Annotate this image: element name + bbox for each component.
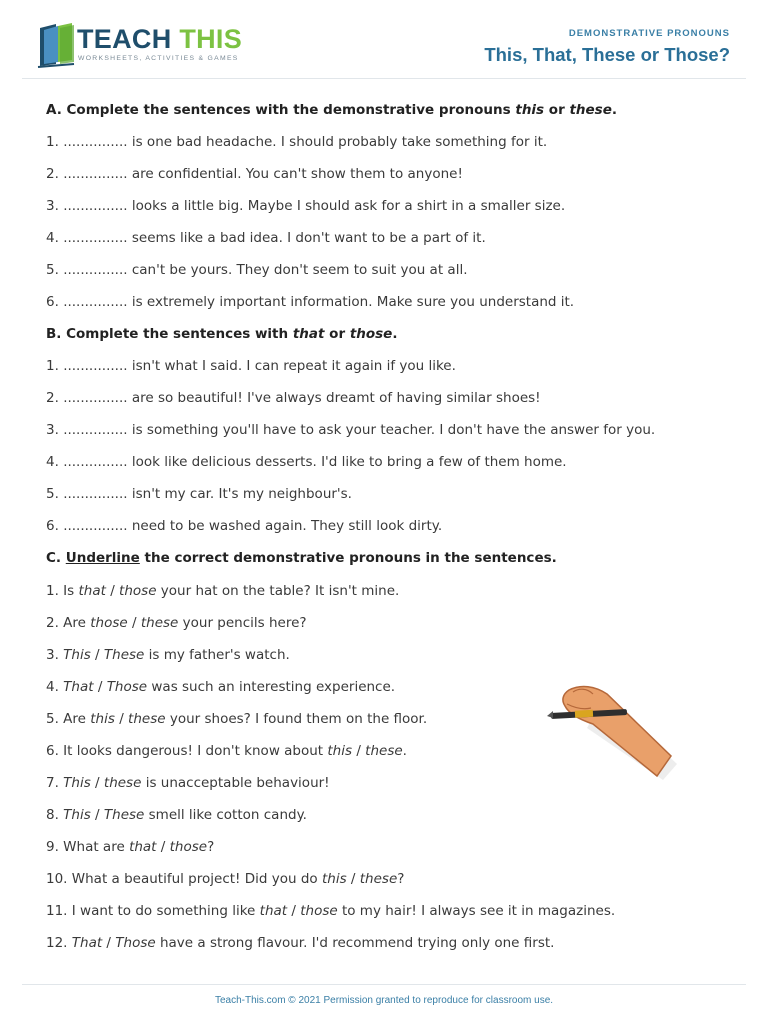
- item-text: look like delicious desserts. I'd like to bring a few of them home.: [127, 454, 567, 470]
- logo-wordmark: [77, 24, 242, 55]
- option-separator: /: [102, 935, 116, 951]
- answer-blank: ...............: [63, 390, 128, 406]
- item-text: need to be washed again. They still look dirty.: [127, 518, 443, 534]
- option-2: these: [140, 615, 179, 631]
- section-b-word-1: that: [292, 326, 325, 342]
- sentence-start: 10. What a beautiful project! Did you do: [46, 871, 322, 887]
- sentence-start: 12.: [46, 935, 72, 951]
- section-b-heading-prefix: B. Complete the sentences with: [46, 326, 293, 342]
- section-c-item-8: [46, 806, 307, 824]
- item-text: isn't my car. It's my neighbour's.: [127, 486, 352, 502]
- section-b-word-2: those: [349, 326, 393, 342]
- option-separator: /: [105, 583, 120, 599]
- item-number: 1.: [46, 134, 59, 150]
- logo-wordmark-primary: TEACH: [77, 24, 172, 54]
- section-c-item-11: [46, 902, 615, 920]
- logo-tagline: WORKSHEETS, ACTIVITIES & GAMES: [78, 55, 239, 62]
- item-number: 3.: [46, 198, 59, 214]
- section-a-item-1: [46, 133, 547, 151]
- item-number: 2.: [46, 390, 59, 406]
- answer-blank: ...............: [63, 230, 128, 246]
- copyright-footer: Teach-This.com © 2021 Permission granted to reproduce for classroom use.: [214, 995, 554, 1006]
- option-separator: /: [127, 615, 141, 631]
- section-c-item-6: [46, 742, 407, 760]
- item-number: 6.: [46, 518, 59, 534]
- section-a-item-6: [46, 293, 574, 311]
- sentence-end: smell like cotton candy.: [144, 807, 307, 823]
- section-a-item-4: [46, 229, 486, 247]
- option-2: those: [119, 583, 157, 599]
- answer-blank: ...............: [63, 198, 128, 214]
- option-2: these: [359, 871, 398, 887]
- sentence-end: your shoes? I found them on the floor.: [165, 711, 428, 727]
- section-a-heading: [46, 101, 617, 119]
- option-1: those: [90, 615, 128, 631]
- item-number: 4.: [46, 454, 59, 470]
- option-2: these: [128, 711, 166, 727]
- section-a-heading-end: .: [611, 102, 617, 118]
- item-number: 5.: [46, 486, 59, 502]
- sentence-start: 11. I want to do something like: [46, 903, 260, 919]
- section-a-item-5: [46, 261, 467, 279]
- section-a-item-3: [46, 197, 565, 215]
- sentence-end: was such an interesting experience.: [147, 679, 396, 695]
- item-number: 5.: [46, 262, 59, 278]
- sentence-start: 7.: [46, 775, 64, 791]
- item-text: seems like a bad idea. I don't want to be a part of it.: [127, 230, 486, 246]
- option-2: Those: [115, 935, 156, 951]
- option-1: This: [63, 647, 91, 663]
- section-b-item-6: [46, 517, 442, 535]
- section-c-item-9: [46, 838, 214, 856]
- sentence-start: 2. Are: [46, 615, 91, 631]
- item-number: 3.: [46, 422, 59, 438]
- sentence-start: 3.: [46, 647, 64, 663]
- section-b-heading-end: .: [392, 326, 398, 342]
- footer-divider: [22, 984, 746, 985]
- option-2: these: [103, 775, 142, 791]
- item-text: is something you'll have to ask your teacher. I don't have the answer for you.: [127, 422, 656, 438]
- teach-this-logo: [36, 22, 243, 70]
- item-number: 6.: [46, 294, 59, 310]
- sentence-end: to my hair! I always see it in magazines.: [337, 903, 616, 919]
- section-c-item-7: [46, 774, 330, 792]
- answer-blank: ...............: [63, 358, 128, 374]
- option-1: that: [78, 583, 106, 599]
- option-1: that: [129, 839, 157, 855]
- page-header: [0, 0, 768, 78]
- option-separator: /: [352, 743, 366, 759]
- section-a-heading-or: or: [544, 102, 570, 118]
- sentence-start: 9. What are: [46, 839, 130, 855]
- answer-blank: ...............: [63, 134, 128, 150]
- section-b-item-2: [46, 389, 541, 407]
- hand-writing-illustration: [545, 668, 685, 786]
- option-2: those: [300, 903, 338, 919]
- section-b-heading: [46, 325, 397, 343]
- option-2: Those: [106, 679, 148, 695]
- section-c-item-12: [46, 934, 554, 952]
- option-separator: /: [156, 839, 170, 855]
- option-1: that: [259, 903, 288, 919]
- option-2: these: [365, 743, 403, 759]
- category-label: DEMONSTRATIVE PRONOUNS: [568, 28, 730, 39]
- header-divider: [22, 78, 746, 79]
- logo-wordmark-accent: THIS: [179, 24, 243, 54]
- book-logo-icon: [36, 22, 76, 68]
- sentence-end: your hat on the table? It isn't mine.: [156, 583, 400, 599]
- answer-blank: ...............: [63, 454, 128, 470]
- option-1: This: [63, 807, 91, 823]
- sentence-start: 8.: [46, 807, 64, 823]
- section-c-item-3: [46, 646, 290, 664]
- section-c-heading: [46, 549, 557, 567]
- sentence-start: 6. It looks dangerous! I don't know about: [46, 743, 328, 759]
- sentence-end: ?: [397, 871, 405, 887]
- item-text: looks a little big. Maybe I should ask for a shirt in a smaller size.: [127, 198, 566, 214]
- answer-blank: ...............: [63, 422, 128, 438]
- section-a-item-2: [46, 165, 463, 183]
- section-c-item-5: [46, 710, 427, 728]
- section-c-item-4: [46, 678, 395, 696]
- option-2: those: [169, 839, 208, 855]
- option-2: These: [103, 647, 145, 663]
- option-2: These: [103, 807, 145, 823]
- option-1: That: [71, 935, 103, 951]
- section-a-word-1: this: [515, 102, 545, 118]
- section-b-item-4: [46, 453, 567, 471]
- option-1: this: [321, 871, 347, 887]
- section-a-word-2: these: [569, 102, 612, 118]
- section-b-item-1: [46, 357, 456, 375]
- section-c-item-10: [46, 870, 404, 888]
- section-b-item-3: [46, 421, 655, 439]
- section-c-heading-prefix: C.: [46, 550, 66, 566]
- item-number: 4.: [46, 230, 59, 246]
- section-c-heading-rest: the correct demonstrative pronouns in the sentences.: [139, 550, 557, 566]
- section-b-item-5: [46, 485, 352, 503]
- item-text: is one bad headache. I should probably take something for it.: [127, 134, 548, 150]
- answer-blank: ...............: [63, 486, 128, 502]
- item-text: are so beautiful! I've always dreamt of having similar shoes!: [127, 390, 541, 406]
- answer-blank: ...............: [63, 518, 128, 534]
- sentence-end: ?: [207, 839, 215, 855]
- option-separator: /: [287, 903, 301, 919]
- section-b-heading-or: or: [324, 326, 350, 342]
- section-c-item-2: [46, 614, 307, 632]
- page-title: This, That, These or Those?: [484, 44, 730, 65]
- sentence-start: 5. Are: [46, 711, 91, 727]
- item-number: 2.: [46, 166, 59, 182]
- sentence-end: your pencils here?: [178, 615, 307, 631]
- sentence-end: is unacceptable behaviour!: [141, 775, 330, 791]
- sentence-end: is my father's watch.: [144, 647, 290, 663]
- option-1: this: [90, 711, 115, 727]
- option-separator: /: [90, 807, 104, 823]
- item-text: is extremely important information. Make sure you understand it.: [127, 294, 575, 310]
- section-c-underlined-word: Underline: [65, 550, 140, 566]
- answer-blank: ...............: [63, 262, 128, 278]
- option-separator: /: [114, 711, 129, 727]
- item-text: are confidential. You can't show them to anyone!: [127, 166, 463, 182]
- answer-blank: ...............: [63, 166, 128, 182]
- option-1: That: [63, 679, 94, 695]
- item-text: isn't what I said. I can repeat it again if you like.: [127, 358, 456, 374]
- sentence-start: 4.: [46, 679, 64, 695]
- answer-blank: ...............: [63, 294, 128, 310]
- option-separator: /: [90, 647, 104, 663]
- sentence-start: 1. Is: [46, 583, 79, 599]
- option-separator: /: [93, 679, 107, 695]
- sentence-end: .: [402, 743, 407, 759]
- option-separator: /: [346, 871, 360, 887]
- option-1: this: [327, 743, 353, 759]
- item-text: can't be yours. They don't seem to suit you at all.: [127, 262, 468, 278]
- option-1: This: [63, 775, 91, 791]
- option-separator: /: [90, 775, 104, 791]
- section-c-item-1: [46, 582, 399, 600]
- section-a-heading-prefix: A. Complete the sentences with the demonstrative pronouns: [46, 102, 516, 118]
- item-number: 1.: [46, 358, 59, 374]
- sentence-end: have a strong flavour. I'd recommend trying only one first.: [155, 935, 555, 951]
